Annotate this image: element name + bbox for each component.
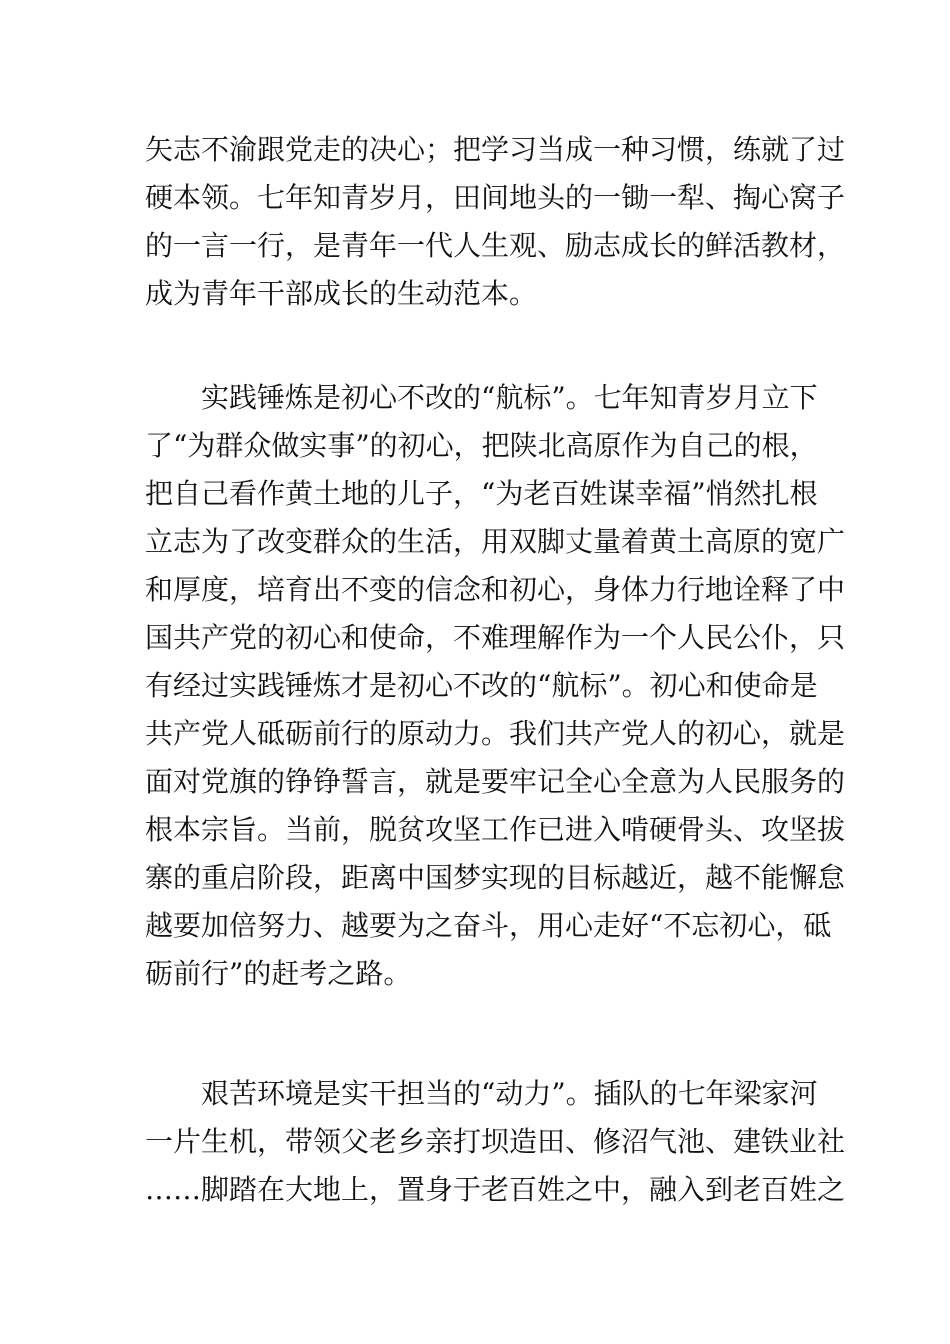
text-line: 的一言一行，是青年一代人生观、励志成长的鲜活教材， [145, 229, 846, 262]
text-line: 和厚度，培育出不变的信念和初心，身体力行地诠释了中 [145, 573, 846, 606]
text-line: 越要加倍努力、越要为之奋斗，用心走好“不忘初心，砥 [145, 909, 832, 942]
text-line: 共产党人砥砺前行的原动力。我们共产党人的初心，就是 [145, 717, 846, 750]
text-line: 根本宗旨。当前，脱贫攻坚工作已进入啃硬骨头、攻坚拔 [145, 813, 846, 846]
text-line: 实践锤炼是初心不改的“航标”。七年知青岁月立下 [201, 381, 818, 414]
text-line: 硬本领。七年知青岁月，田间地头的一锄一犁、掏心窝子 [145, 181, 846, 214]
text-line: 把自己看作黄土地的儿子，“为老百姓谋幸福”悄然扎根 [145, 477, 818, 510]
text-line: 一片生机，带领父老乡亲打坝造田、修沼气池、建铁业社 [145, 1125, 846, 1158]
text-line: 成为青年干部成长的生动范本。 [145, 277, 538, 310]
text-line: 矢志不渝跟党走的决心；把学习当成一种习惯，练就了过 [145, 133, 846, 166]
text-line: 砺前行”的赶考之路。 [145, 957, 412, 990]
text-line: 了“为群众做实事”的初心，把陕北高原作为自己的根， [145, 429, 818, 462]
text-line: 国共产党的初心和使命，不难理解作为一个人民公仆，只 [145, 621, 846, 654]
text-line: 面对党旗的铮铮誓言，就是要牢记全心全意为人民服务的 [145, 765, 846, 798]
text-line: 寨的重启阶段，距离中国梦实现的目标越近，越不能懈怠 [145, 861, 846, 894]
text-line: 艰苦环境是实干担当的“动力”。插队的七年梁家河 [201, 1077, 818, 1110]
text-line: ……脚踏在大地上，置身于老百姓之中，融入到老百姓之 [145, 1173, 846, 1206]
text-line: 立志为了改变群众的生活，用双脚丈量着黄土高原的宽广 [145, 525, 846, 558]
text-line: 有经过实践锤炼才是初心不改的“航标”。初心和使命是 [145, 669, 818, 702]
